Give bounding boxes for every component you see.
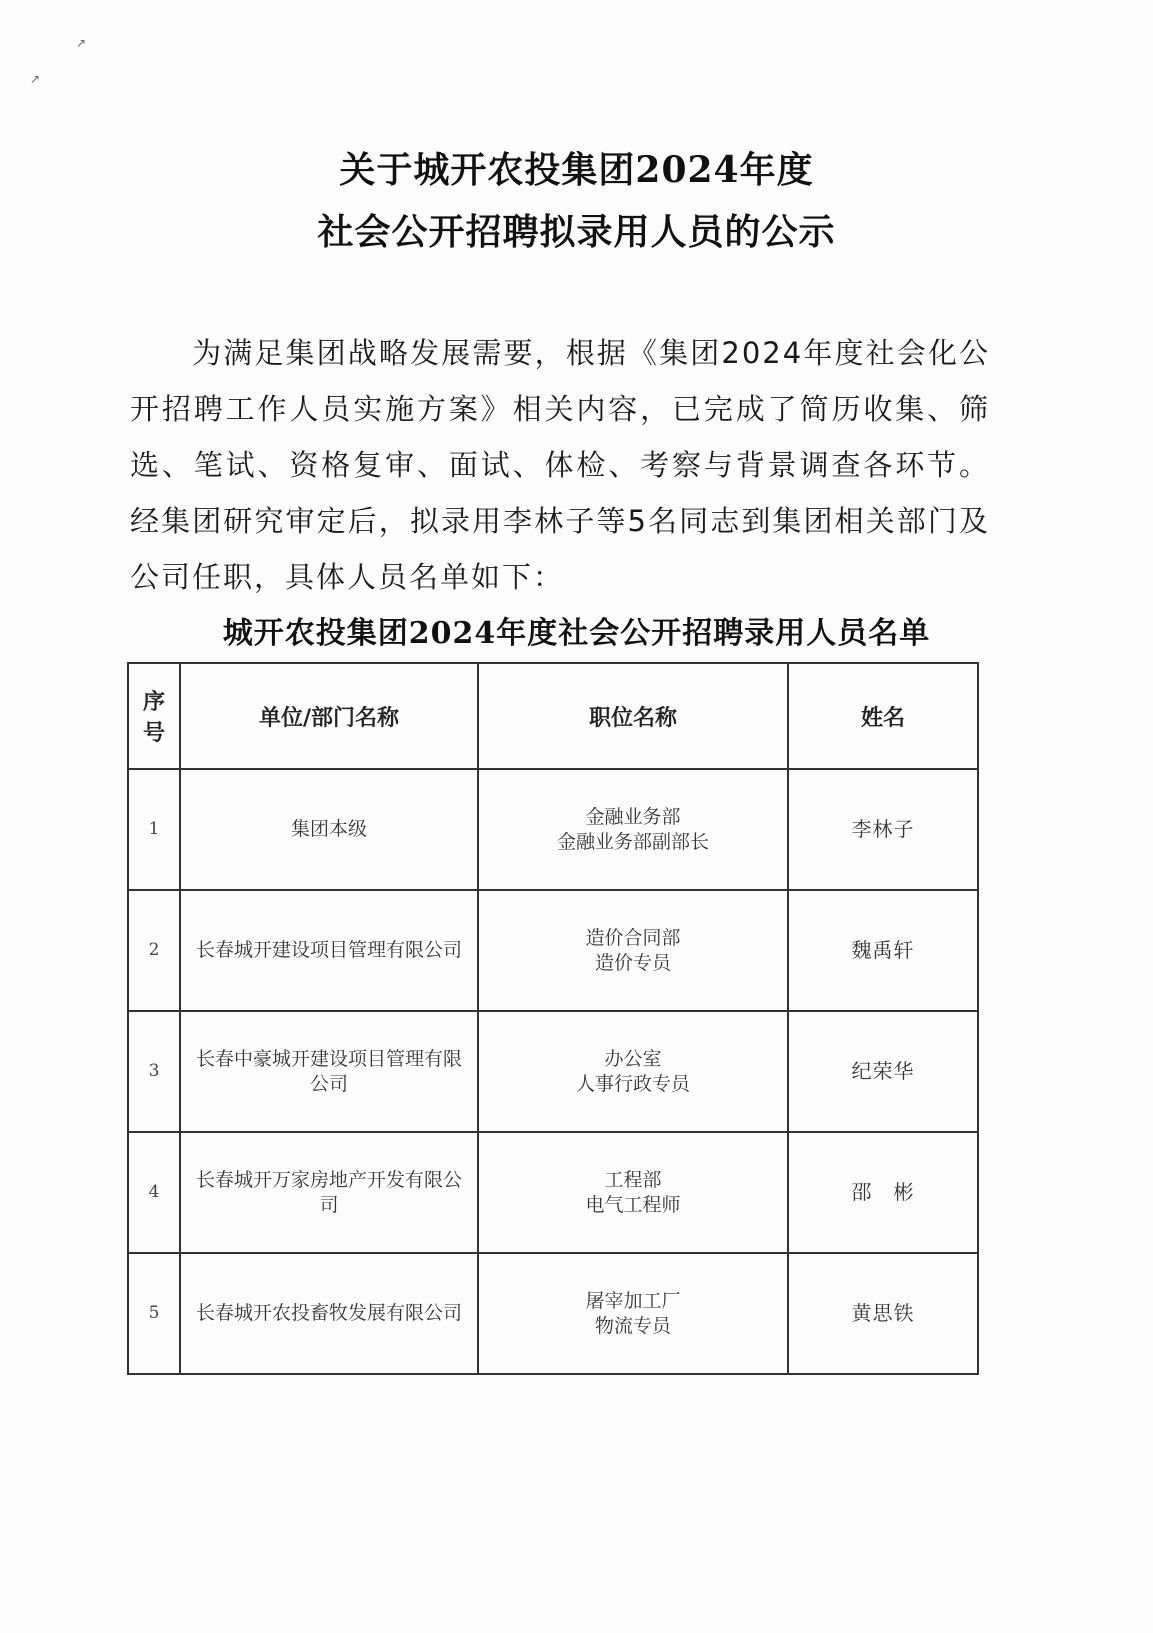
document-title-line1: 关于城开农投集团2024年度 — [339, 149, 814, 191]
row-name: 纪荣华 — [788, 1011, 978, 1132]
row-position: 电气工程师 — [585, 1193, 681, 1216]
header-unit: 单位/部门名称 — [180, 663, 478, 769]
table-row — [128, 1011, 978, 1132]
body-paragraph-text: 为满足集团战略发展需要，根据《集团2024年度社会化公开招聘工作人员实施方案》相关内容，已完成了简历收集、筛选、笔试、资格复审、面试、体检、考察与背景调查各环节。经集团研究审定后，拟录用李林子等5名同志到集团相关部门及公司任职，具体人员名单如下： — [130, 336, 990, 594]
row-dept: 金融业务部 — [585, 805, 681, 828]
row-name: 李林子 — [788, 769, 978, 890]
row-no: 2 — [128, 890, 180, 1011]
row-position-cell — [478, 1132, 788, 1253]
row-name: 邵 彬 — [788, 1132, 978, 1253]
row-no: 5 — [128, 1253, 180, 1374]
row-dept: 屠宰加工厂 — [585, 1289, 681, 1312]
row-name: 魏禹轩 — [788, 890, 978, 1011]
row-position: 金融业务部副部长 — [556, 830, 709, 853]
row-no: 1 — [128, 769, 180, 890]
row-name: 黄思铁 — [788, 1253, 978, 1374]
table-row — [128, 890, 978, 1011]
header-position: 职位名称 — [478, 663, 788, 769]
row-position: 造价专员 — [594, 951, 671, 974]
hire-list-table — [127, 662, 979, 1375]
row-unit: 长春城开万家房地产开发有限公司 — [180, 1132, 478, 1253]
row-no: 3 — [128, 1011, 180, 1132]
row-unit: 集团本级 — [180, 769, 478, 890]
row-dept: 造价合同部 — [585, 926, 681, 949]
row-position: 人事行政专员 — [575, 1072, 690, 1095]
row-no: 4 — [128, 1132, 180, 1253]
hire-list-table-wrap — [127, 662, 977, 1375]
row-unit: 长春中豪城开建设项目管理有限公司 — [180, 1011, 478, 1132]
row-unit: 长春城开农投畜牧发展有限公司 — [180, 1253, 478, 1374]
row-position: 物流专员 — [594, 1314, 671, 1337]
header-name: 姓名 — [788, 663, 978, 769]
row-position-cell — [478, 890, 788, 1011]
row-dept: 办公室 — [604, 1047, 662, 1070]
table-row — [128, 769, 978, 890]
document-title-line2: 社会公开招聘拟录用人员的公示 — [317, 211, 836, 253]
scan-speck: ↗ — [30, 72, 41, 86]
header-no: 序号 — [128, 663, 180, 769]
row-unit: 长春城开建设项目管理有限公司 — [180, 890, 478, 1011]
table-row — [128, 1132, 978, 1253]
row-position-cell — [478, 1011, 788, 1132]
scan-speck: ↗ — [76, 36, 87, 50]
table-header-row — [128, 663, 978, 769]
row-dept: 工程部 — [604, 1168, 662, 1191]
row-position-cell — [478, 1253, 788, 1374]
table-row — [128, 1253, 978, 1374]
body-paragraph — [130, 325, 990, 605]
table-title: 城开农投集团2024年度社会公开招聘录用人员名单 — [222, 616, 931, 651]
row-position-cell — [478, 769, 788, 890]
